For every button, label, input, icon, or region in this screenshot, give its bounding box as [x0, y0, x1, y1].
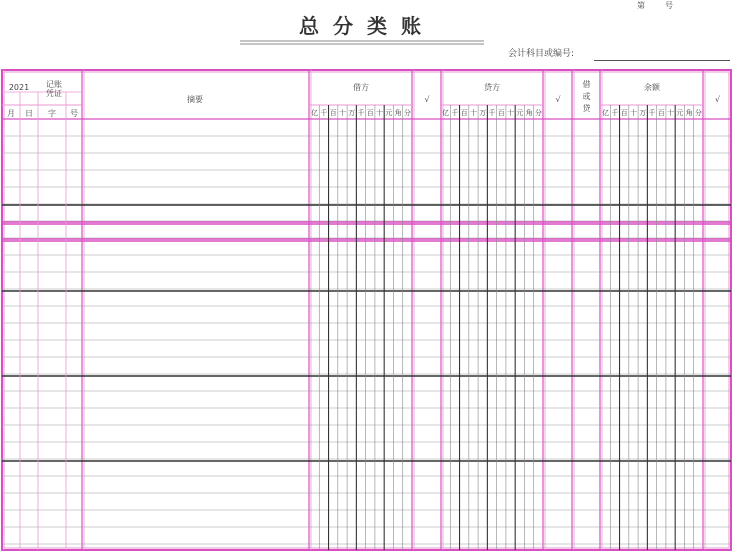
digit-label: 百	[620, 109, 628, 117]
page-number-prefix: 第	[637, 1, 645, 10]
digit-label: 十	[667, 109, 675, 117]
dir-label-2: 或	[582, 92, 591, 101]
digit-label: 十	[629, 109, 637, 117]
digit-label: 百	[657, 109, 665, 117]
digit-label: 分	[694, 109, 702, 117]
voucher-label-1: 记账	[46, 80, 62, 89]
digit-label: 千	[488, 109, 496, 117]
digit-label: 元	[516, 109, 524, 117]
digit-label: 角	[685, 109, 693, 117]
digit-label: 亿	[602, 109, 610, 117]
digit-label: 角	[394, 109, 402, 117]
digit-label: 十	[469, 109, 477, 117]
credit-header: 贷方	[484, 83, 500, 92]
digit-label: 十	[376, 109, 384, 117]
year-label: 2021	[8, 83, 30, 92]
digit-label: 元	[385, 109, 393, 117]
digit-label: 角	[525, 109, 533, 117]
voucher-label-2: 凭证	[46, 89, 62, 98]
digit-label: 分	[534, 109, 542, 117]
month-label: 月	[7, 109, 15, 118]
account-code-label: 会计科目或编号:	[508, 49, 575, 59]
digit-label: 百	[329, 109, 337, 117]
page-number-suffix: 号	[665, 1, 673, 10]
voucher-number-label: 号	[70, 109, 78, 118]
digit-label: 百	[366, 109, 374, 117]
balance-header: 余额	[644, 83, 660, 92]
day-label: 日	[25, 109, 33, 118]
digit-label: 千	[611, 109, 619, 117]
dir-label-3: 贷	[582, 104, 591, 113]
digit-label: 万	[348, 109, 356, 117]
digit-label: 元	[676, 109, 684, 117]
digit-label: 万	[479, 109, 487, 117]
debit-header: 借方	[353, 83, 369, 92]
digit-label: 百	[497, 109, 505, 117]
check-header-3: √	[714, 95, 721, 104]
ledger-title: 总分类账	[299, 14, 435, 38]
digit-label: 千	[320, 109, 328, 117]
digit-label: 千	[451, 109, 459, 117]
digit-label: 百	[460, 109, 468, 117]
check-header-1: √	[424, 95, 430, 104]
digit-label: 十	[507, 109, 515, 117]
digit-label: 万	[639, 109, 647, 117]
check-header-2: √	[555, 95, 561, 104]
digit-label: 分	[403, 109, 411, 117]
digit-label: 亿	[311, 109, 319, 117]
dir-label-1: 借	[582, 80, 591, 89]
digit-label: 千	[357, 109, 365, 117]
digit-label: 亿	[442, 109, 450, 117]
digit-label: 十	[338, 109, 346, 117]
digit-label: 千	[648, 109, 656, 117]
summary-header: 摘要	[187, 95, 203, 104]
voucher-type-label: 字	[48, 109, 56, 118]
